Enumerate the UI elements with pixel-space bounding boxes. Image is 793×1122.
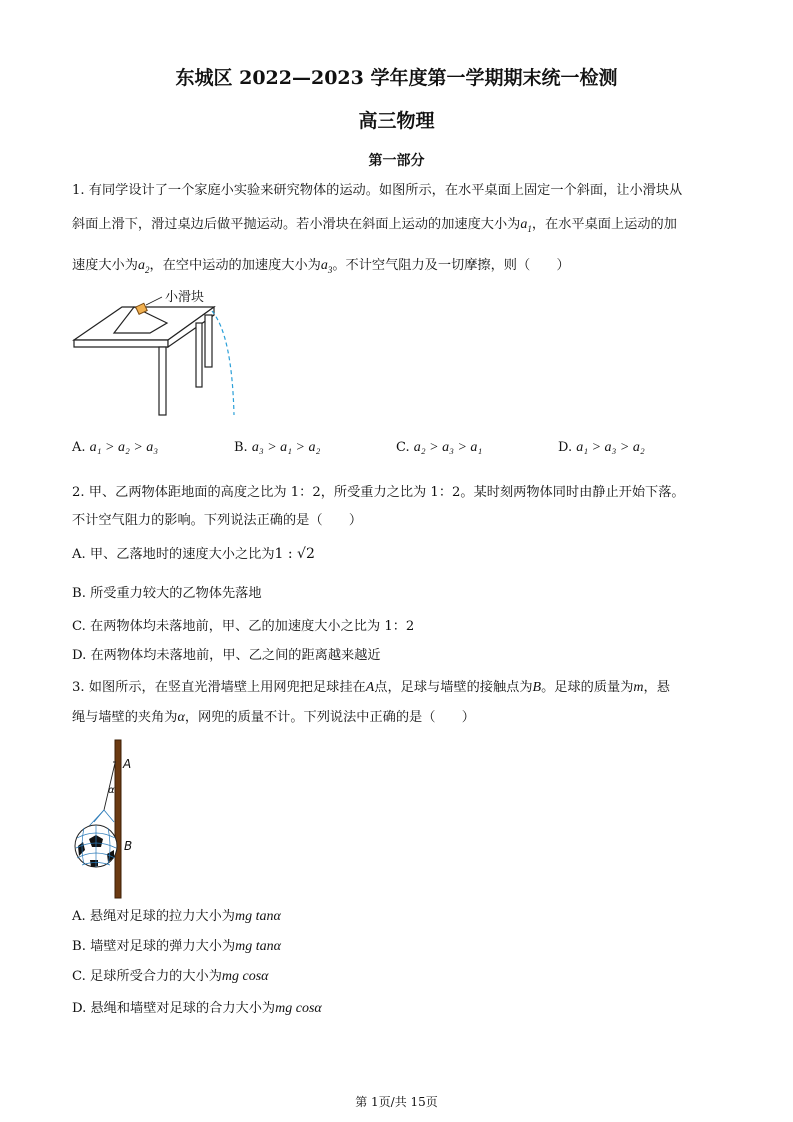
q1-line1: 1. 有同学设计了一个家庭小实验来研究物体的运动。如图所示，在水平桌面上固定一个斜面，让小滑块从 [72,183,683,198]
point-a-label: A [123,757,132,771]
q1-option-d[interactable] [558,440,645,456]
q1-option-a-expr: a₁ > a₂ > a₃ [89,440,159,455]
q1-option-c-label: C. [396,440,410,455]
q3-option-b-text: B. 墙壁对足球的弹力大小为 [72,939,236,954]
figure-label: 小滑块 [165,290,205,305]
q3-line2 [72,709,475,727]
q2-option-d[interactable]: D. 在两物体均未落地前，甲、乙之间的距离越来越近 [72,648,381,663]
q3-option-d-text: D. 悬绳和墙壁对足球的合力大小为 [72,1001,276,1016]
q2-option-c[interactable]: C. 在两物体均未落地前，甲、乙的加速度大小之比为 1：2 [72,619,415,634]
q1-symbol-a1: $a_1$ [520,217,532,234]
q3-symbol-A: A [365,680,375,695]
q1-option-b-expr: a₃ > a₁ > a₂ [251,440,321,455]
q3-option-d-expr: mg cosα [275,1001,322,1016]
q1-line3-text-b: ，在空中运动的加速度大小为 [149,258,321,273]
q3-figure [70,738,140,900]
q1-line2-text-a: 斜面上滑下，滑过桌边后做平抛运动。若小滑块在斜面上运动的加速度大小为 [72,217,521,232]
label-pointer [146,297,162,305]
q2-option-a-text: A. 甲、乙落地时的速度大小之比为 [72,547,275,562]
q2-line1: 2. 甲、乙两物体距地面的高度之比为 1：2，所受重力之比为 1：2。某时刻两物体同时由静止开始下落。 [72,485,685,500]
ball-patch [90,860,98,867]
table-front-edge [74,340,168,347]
q1-line2-text-b: ，在水平桌面上运动的加 [531,217,677,232]
q3-option-c[interactable] [72,968,269,986]
q3-line1-text-b: 点，足球与墙壁的接触点为 [374,680,533,695]
table-leg-back [196,323,202,387]
q3-line2-text-a: 绳与墙壁的夹角为 [72,710,178,725]
q3-option-a-text: A. 悬绳对足球的拉力大小为 [72,909,235,924]
q1-symbol-a2: $a_2$ [137,258,150,275]
table-leg-front [159,347,166,415]
point-b-label: B [124,839,133,853]
q3-line1-text-d: ，悬 [643,680,670,695]
q1-line2 [72,216,677,238]
q1-option-c-expr: a₂ > a₃ > a₁ [413,440,483,455]
q1-option-d-expr: a₁ > a₃ > a₂ [576,440,645,455]
q1-line3-text-c: 。不计空气阻力及一切摩擦，则（ ） [332,258,570,273]
q1-line3 [72,257,570,279]
q3-line1 [72,679,670,697]
q2-line2: 不计空气阻力的影响。下列说法正确的是（ ） [72,513,363,528]
q3-symbol-alpha: α [177,710,185,725]
q3-option-b-expr: mg tanα [235,939,281,954]
q3-option-d[interactable] [72,1000,322,1018]
q1-option-d-label: D. [558,440,573,455]
q1-line3-text-a: 速度大小为 [72,258,138,273]
page-subtitle: 高三物理 [358,110,435,132]
q3-line2-text-b: ，网兜的质量不计。下列说法中正确的是（ ） [184,710,475,725]
net-line [104,810,114,822]
q3-option-c-expr: mg cosα [221,969,269,984]
q2-option-a[interactable] [72,545,315,564]
net-line [94,810,104,822]
angle-alpha-label: α [108,785,115,796]
page-footer: 第 1页/共 15页 [355,1095,438,1109]
q3-symbol-m: m [633,680,644,695]
q1-option-a-label: A. [72,440,86,455]
q1-figure [72,285,247,420]
q2-option-a-expr: 1 : √2 [274,546,315,562]
q1-option-c[interactable] [396,440,482,456]
q2-option-b[interactable]: B. 所受重力较大的乙物体先落地 [72,586,262,601]
q3-line1-text-c: 。足球的质量为 [541,680,634,695]
q3-symbol-B: B [532,680,542,695]
wall [115,740,121,898]
q3-option-a-expr: mg tanα [234,909,281,924]
section-heading: 第一部分 [368,153,425,169]
q3-line1-text-a: 3. 如图所示，在竖直光滑墙壁上用网兜把足球挂在 [72,680,366,695]
q3-option-b[interactable] [72,938,281,956]
q1-option-b-label: B. [234,440,248,455]
q1-symbol-a3: $a_3$ [320,258,333,275]
q3-option-a[interactable] [72,908,281,926]
projectile-path [212,311,234,415]
page-title: 东城区 2022—2023 学年度第一学期期末统一检测 [175,67,618,89]
q1-option-b[interactable] [234,440,320,456]
q1-option-a[interactable] [72,440,158,456]
table-leg-right [205,315,212,367]
q3-option-c-text: C. 足球所受合力的大小为 [72,969,222,984]
